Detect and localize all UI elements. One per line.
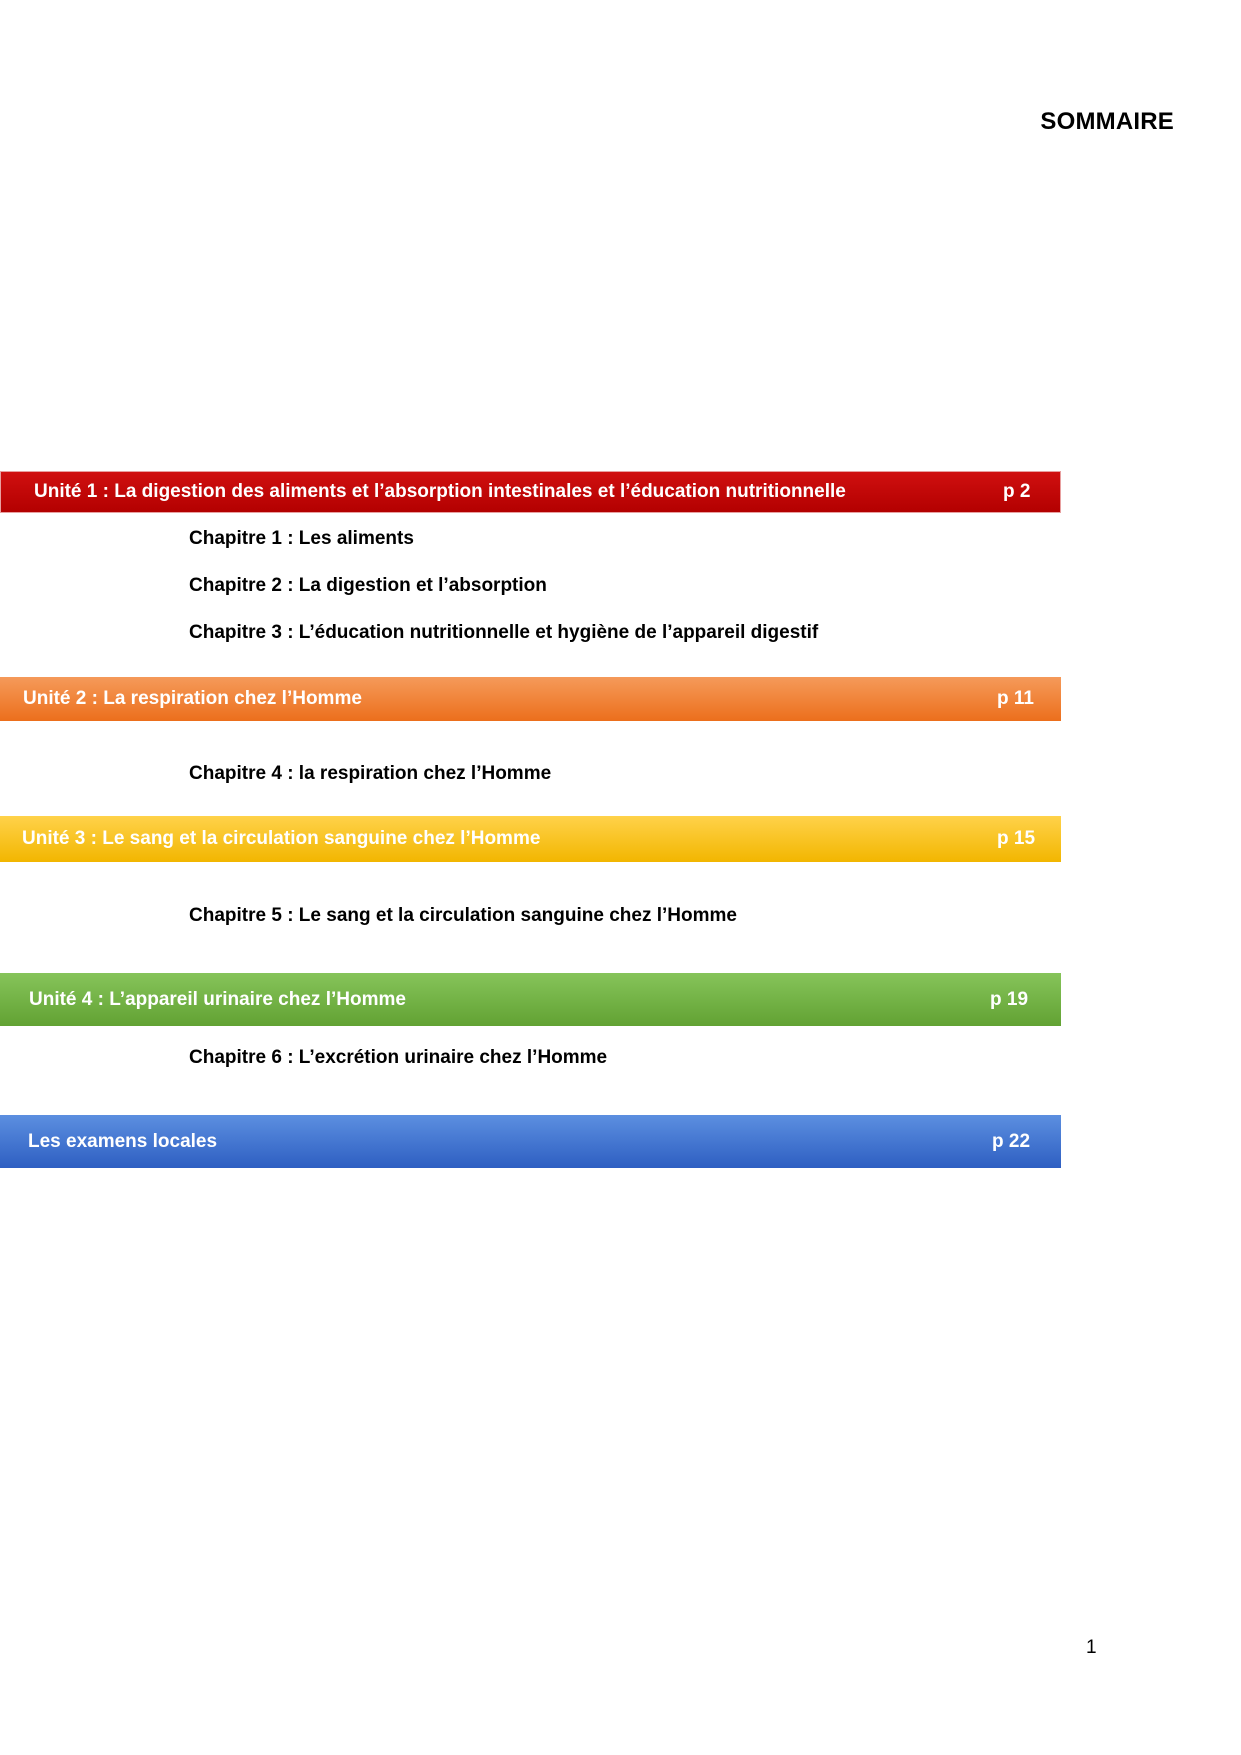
- unit-2-banner[interactable]: [0, 677, 1061, 721]
- unit-1-page: p 2: [1003, 481, 1031, 502]
- unit-4-label: Unité 4 : L’appareil urinaire chez l’Homme: [29, 988, 406, 1010]
- unit-4-page: p 19: [990, 988, 1029, 1010]
- page-title: SOMMAIRE: [1040, 108, 1174, 135]
- unit-2-page: p 11: [997, 688, 1034, 709]
- chapter-6[interactable]: Chapitre 6 : L’excrétion urinaire chez l’Homme: [189, 1047, 608, 1068]
- exams-label: Les examens locales: [28, 1130, 218, 1152]
- unit-3-label: Unité 3 : Le sang et la circulation sanguine chez l’Homme: [22, 828, 541, 849]
- chapter-2[interactable]: Chapitre 2 : La digestion et l’absorption: [189, 575, 547, 596]
- exams-banner[interactable]: [0, 1115, 1061, 1168]
- unit-3-page: p 15: [997, 828, 1036, 849]
- unit-2-label: Unité 2 : La respiration chez l’Homme: [23, 688, 362, 709]
- unit-1-banner[interactable]: [0, 471, 1061, 513]
- chapter-5[interactable]: Chapitre 5 : Le sang et la circulation sanguine chez l’Homme: [189, 905, 737, 926]
- unit-1-label: Unité 1 : La digestion des aliments et l’absorption intestinales et l’éducation nutritionnelle: [34, 481, 846, 502]
- chapter-1[interactable]: Chapitre 1 : Les aliments: [189, 528, 414, 549]
- chapter-3[interactable]: Chapitre 3 : L’éducation nutritionnelle et hygiène de l’appareil digestif: [189, 622, 819, 643]
- unit-3-banner[interactable]: [0, 816, 1061, 862]
- unit-4-banner[interactable]: [0, 973, 1061, 1026]
- chapter-4[interactable]: Chapitre 4 : la respiration chez l’Homme: [189, 763, 552, 784]
- exams-page: p 22: [992, 1130, 1031, 1152]
- page-number: 1: [1086, 1637, 1097, 1658]
